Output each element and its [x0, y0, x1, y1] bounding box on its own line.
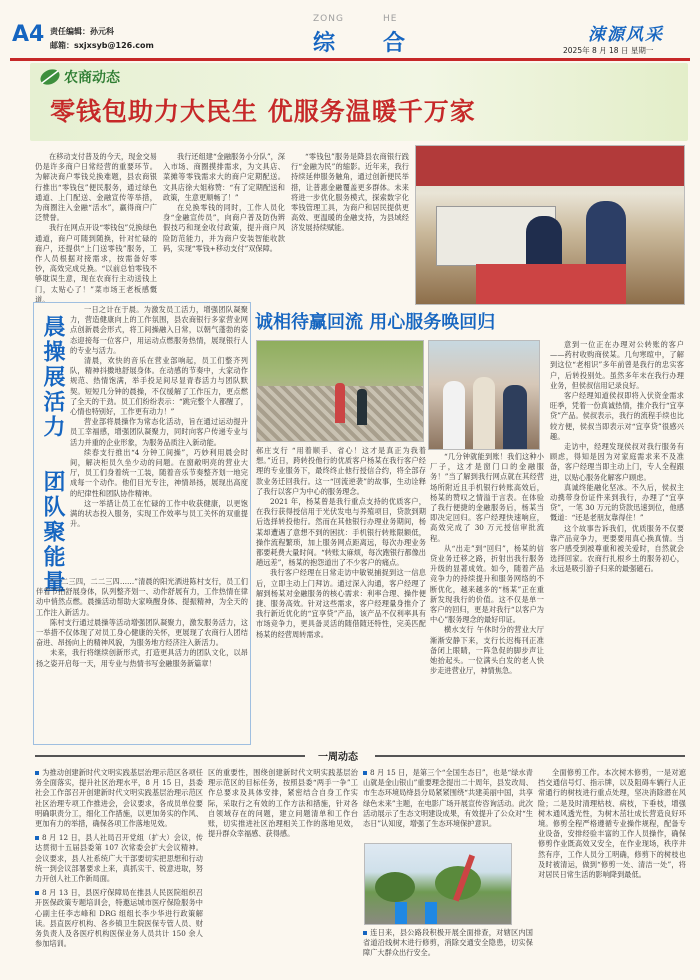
- weekly-title: 一周动态: [318, 752, 358, 763]
- sidebar-p6: “一二三四，二二三四……”清晨的阳光洒进陈村支行，员工们伴着节拍舒展身体，队列整齐划一、动作舒展有力，工作热情在律动中悄然点燃。晨操活动帮助大家唤醒身体、提振精神，为全天的工作注入新活力。: [36, 577, 248, 617]
- weekly-col4: [538, 768, 686, 973]
- weekly-rule-right: [375, 755, 685, 757]
- weekly-col3-bottom: [363, 928, 533, 974]
- article2-p6: 意到一位正在办理对公转账的客户——药村收购商侯某。几句寒暄中，了解到这位“老相识”多年前曾是我行的忠实客户，后转投别处。虽然多年未在我行办理业务，但侯叔信用记录良好。: [550, 340, 684, 390]
- article2-p10: 这个故事告诉我们，优质服务不仅要靠产品竞争力，更要要用真心换真情。当客户感受到被尊重和被关爱时，自然就会选择回家。农商行扎根乡土的服务初心，永远是吸引游子归来的最强磁石。: [550, 523, 684, 574]
- sidebar-title-2: 团队聚能量: [40, 470, 65, 595]
- date-line: 2025年 8 月 18 日 星期一: [563, 46, 654, 55]
- sidebar-title-1: 晨操展活力: [40, 315, 65, 440]
- article1-p5: “零钱包”服务是降县农商银行践行“金融为民”的缩影。近年来，我行持续延伸服务触角，通过创新便民举措，让普惠金融覆盖更多群体。未来将进一步优化服务模式，探索数字化零钱管理工具，为商户和居民提供更高效、更温暖的金融支持，为县域经济发展持续赋能。: [291, 152, 409, 233]
- bullet-icon: [363, 771, 367, 775]
- weekly-n4: 8 月 15 日，是第三个“全国生态日”，也是“绿水青山就是金山银山”重要理念提出二十周年，县发改局、市生态环境局绛县分局紧紧围绕“共建美丽中国，共享绿色未来”主题，在电影广场开展宣传咨询活动。此次活动展示了生态文明建设成果，有效提升了公众对“生态日”认知度，增强了生态环境保护意识。: [363, 768, 533, 829]
- weekly-col2-note: 区的重要性，围绕创建新时代文明实践基层治理示范区的目标任务，按照县委“两手一争”工作总要求及具体安排，紧密结合自身工作实际，采取行之有效的工作方法和措施，针对各自领域存在的问题，建立问题清单和工作台账，切实推进社区治理相关工作的落地见效，提升群众幸福感、获得感。: [208, 768, 358, 839]
- page-number: A4: [12, 22, 45, 47]
- article2-p7: 客户经理知道侯叔即将入伏资金需求旺季，凭着一份真诚热情，推介我行“宜享贷”产品。侯叔表示，我行的流程手续也比较方便，侯叔当即表示对“宜享贷”很感兴趣。: [550, 391, 684, 441]
- article1-p1: 在移动支付普及的今天，现金交易仍是许多商户日常经营的重要环节。为解决商户零钱兑换难题，县农商银行推出“零钱包”便民服务，通过绿色通道、上门配送、金融宣传等举措，为商圈注入金融“活水”，赢得商户广泛赞誉。: [35, 152, 157, 223]
- paper-name: 涑源风采: [588, 25, 664, 45]
- weekly-col3: [363, 768, 533, 838]
- sidebar-p5: 这一举措让员工在忙碌的工作中收获健康，以更饱满的状态投入服务，实现工作效率与员工关怀的双重提升。: [70, 498, 248, 529]
- section-title-left: 综: [313, 30, 336, 56]
- editor-line: 责任编辑：孙元科: [50, 27, 114, 36]
- sidebar-p2: 清晨，欢快的音乐在营业部响起，员工们整齐列队，精神抖擞地舒展身体。在动感的节奏中，大家动作规范、热情饱满，举手投足间尽显青春活力与团队默契。短短几分钟的晨操，不仅缓解了工作压力，更点燃了全天的干劲。员工们纷纷表示：“跳完整个人都醒了，心情也特别好，工作更有动力！”: [70, 356, 248, 417]
- weekly-item-3: [35, 888, 203, 949]
- article2-p9: 真诚终能融化坚冰。不久后，侯叔主动携带身份证件来到我行，办理了“宜享贷”，一笔 30 万元的贷款迅速到位，他感慨道：“还是老朋友靠得住！”: [550, 482, 684, 523]
- article2-caption: 郝庄支行 “用着顺手、省心！这才是真正为我着想。”近日，跨转投他行的优质客户杨某在我行客户经理的专业服务下，最终终止他行授信合约，将全部存款业务迁回我行。这一“回流逆袭”的故事，生动诠释了我行以客户为中心的服务理念。: [256, 446, 426, 496]
- photo-bank-counter: [415, 145, 685, 305]
- article1-p4: 在兑换零钱的同时，工作人员化身“金融宣传员”，向商户普及防伪辨假技巧和现金收付政策，提升商户风险防范能力，并为商户安装智能收款码，实现“零钱+移动支付”双保障。: [163, 203, 285, 253]
- header-rule: [10, 58, 690, 61]
- weekly-n6: 全面修剪工作。本次树木修剪，一是对遮挡交通信号灯、指示牌，以及阻碍车辆行人正常通行的树枝进行重点处理，坚决消除潜在风险；二是及时清理枯枝、病枝，下垂枝，增强树木通风透光性，为树木茁壮成长营造良好环境。修剪全程严格遵循专业操作规程，配备专业设备，安排经验丰富的工作人员操作，确保修剪作业既高效又安全，在作业现场，秩序井然有序，工作人员分工明确，修剪下的树枝也及时被清运，做到“修剪一处、清洁一处”，将对居民日常生活的影响降到最低。: [538, 768, 686, 880]
- bullet-icon: [35, 836, 39, 840]
- weekly-item-4: [363, 768, 533, 829]
- leaf-icon: [38, 67, 62, 87]
- email-line: 邮箱：sxjxsyb@126.com: [50, 41, 154, 50]
- sidebar-body: [70, 305, 248, 575]
- article1-p3: 我行还组建“金融服务小分队”，深入市场、商圈摸排需求，为文具店、菜摊等零钱需求大的商户定期配送。文具店徐大姐称赞：“有了定期配送和政策，生意更顺畅了！”: [163, 152, 285, 202]
- weekly-n5: 连日来，县公路段积极开展全面排查，对辖区内国省道沿线树木进行修剪，消除交通安全隐患，切实保障广大群众出行安全。: [363, 928, 533, 958]
- bullet-icon: [363, 931, 367, 935]
- weekly-col2: [208, 768, 358, 973]
- bullet-icon: [35, 891, 39, 895]
- column-name: 农商动态: [64, 70, 120, 86]
- article1-col2: [163, 152, 285, 306]
- article2-p5: 横水支行 午休时分的营业大厅渐渐安静下来，支行长迟梅刊正准备闭上眼睛，一阵急促的脚步声让她抬起头。一位满头白发的老人快步走进营业厅，神情焦急。: [430, 625, 544, 676]
- article1-col3: [291, 152, 409, 306]
- photo-customer-visit: [428, 340, 540, 450]
- article2-col1: [256, 446, 426, 746]
- sidebar-p7: 陈村支行通过晨操等活动增强团队凝聚力，激发服务活力，这一举措不仅体现了对员工身心健康的关怀，更展现了农商行人团结奋进、昂扬向上的精神风貌，为服务地方经济注入新活力。: [36, 617, 248, 648]
- photo-factory: [256, 340, 424, 442]
- sidebar-p8: 未来，我行将继续创新形式，打造更具活力的团队文化，以昂扬之姿开启每一天，用专业与热情书写金融服务新篇章！: [36, 648, 248, 668]
- weekly-item-5: [363, 928, 533, 959]
- weekly-col1: [35, 768, 203, 973]
- article2-headline: 诚相待赢回流 用心服务唤回归: [255, 312, 496, 333]
- weekly-rule-left: [35, 755, 305, 757]
- weekly-n1: 为推动创建新时代文明实践基层治理示范区各项任务全面落实，提升社区治理水平，8 月 15 日，县委社会工作部召开创建新时代文明实践基层治理示范区社区治理专项工作推进会，会议要求，各成员单位要明确职责分工，细化工作措施，以更加务实的作风、更加有力的举措，确保各项工作落地见效。: [35, 768, 203, 829]
- section-latin-right: HE: [383, 14, 398, 24]
- article2-p3: “几分钟就能到账！我们这种小厂子，这才是窗门口的金融服务！”当了解到我行网点就在其经营场所附近且手机银行转账高效后，杨某的赞叹之情溢于言表。在体验了我行便捷的金融服务后，杨某当即决定回归。客户经理快速响应，高效完成了 30 万元授信审批流程。: [430, 452, 544, 543]
- section-latin-left: ZONG: [313, 14, 344, 24]
- photo-tree-trimming: [364, 843, 512, 925]
- section-title-right: 合: [383, 30, 406, 56]
- bullet-icon: [35, 771, 39, 775]
- sidebar-p4: 续春支行推出“4 分钟工间操”，巧妙利用晨会时间，解决柜员久坐少动的问题。在窗敞明亮的营业大厅，员工们身着统一工装，随着音乐节奏整齐划一地完成每一个动作。他们目光专注，神情昂扬，展现出高度的纪律性和团队协作精神。: [70, 447, 248, 498]
- sidebar-body-bottom: [36, 577, 248, 743]
- article1-col1: [35, 152, 157, 306]
- banner-headline: 零钱包助力大民生 优服务温暖千万家: [50, 97, 476, 126]
- article2-p2a: 我行客户经理在日常走访中敏锐捕捉到这一信息后，立即主动上门拜访。通过深入沟通，客户经理了解到杨某对金融服务的核心需求：利率合理、操作便捷、服务高效。针对这些需求，客户经理量身推介了我行新近优化的“宜享贷”产品，该产品不仅利率具有市场竞争力，更具备灵活的随借随还特性，完美匹配杨某的经营周转需求。: [256, 568, 426, 639]
- weekly-n3: 8 月 13 日，县医疗保障局在推县人民医院组织召开医保政策专题培训会，特邀运城市医疗保险服务中心副主任李志峰和 DRG 组组长李少华进行政策解读。县直医疗机构、各乡镇卫生院医保专管人员、财务负责人及各医疗机构医保业务人员共计 150 余人参加培训。: [35, 888, 203, 949]
- article2-p8: 走访中，经理发现侯叔对我行服务有顾虑，得知是因为对家庭需求来不及准备，客户经理当即主动上门，专人全程跟进，以贴心服务化解客户顾虑。: [550, 442, 684, 482]
- sidebar-p1: 一日之计在于晨。为激发员工活力，增强团队凝聚力，营造健康向上的工作氛围，县农商银行多家营业网点创新晨会形式，将工间操融入日常，以朝气蓬勃的姿态迎接每一位客户，用运动点燃服务热情，展现银行人的专业与活力。: [70, 305, 248, 355]
- article2-p4: 从“出走”到“回归”，杨某的信贷业务迁移之路，折射出我行服务升级的显著成效。如今，随着产品竞争力的持续提升和服务网络的不断优化，越来越多的“杨某”正在重新发现我行的价值。这不仅是单一客户的回归，更是对我行“以客户为中心”服务理念的最好印证。: [430, 543, 544, 625]
- article2-col3: [550, 340, 684, 745]
- article2-p1: 2021 年，杨某曾是我行重点支持的优质客户，在我行获得授信用于光伏发电与养殖项目，贷款到期后选择转投他行。然而在其他银行办理业务期间，杨某却遭遇了意想不到的困扰：手机银行转账限额低，操作流程繁琐，加上服务网点距离远，每次办理业务都要耗费大量时间。“转账太麻烦，每次跑银行都像出趟远差”，杨某的抱怨道出了不少客户的痛点。: [256, 497, 426, 568]
- article2-col2: [430, 452, 544, 744]
- sidebar-p3: 营业部将晨操作为常态化活动，旨在通过运动提升员工幸福感，增强团队凝聚力，同时向客户传递专业与活力并重的企业形象，为服务品质注入新动能。: [70, 417, 248, 447]
- weekly-item-2: [35, 833, 203, 884]
- article1-p2: 我行在网点开设“零钱包”兑换绿色通道，商户可随到随换，针对忙碌的商户，还提供“上门送零钱”服务，工作人员根据对接需求，按需备好零钞，高效完成兑换。“以前总怕零钱不够耽误生意，现在农商行主动送钱上门，太贴心了！”菜市场王老板感慨道。: [35, 223, 157, 304]
- weekly-n2: 8 月 12 日，县人社局召开党组（扩大）会议，传达贯彻十五届县委第 107 次常委会扩大会议精神。会议要求，县人社系统广大干部要切实把思想和行动统一到会议部署要求上来，真抓实干、锐意进取，努力开创人社工作新局面。: [35, 833, 203, 884]
- weekly-item-1: [35, 768, 203, 829]
